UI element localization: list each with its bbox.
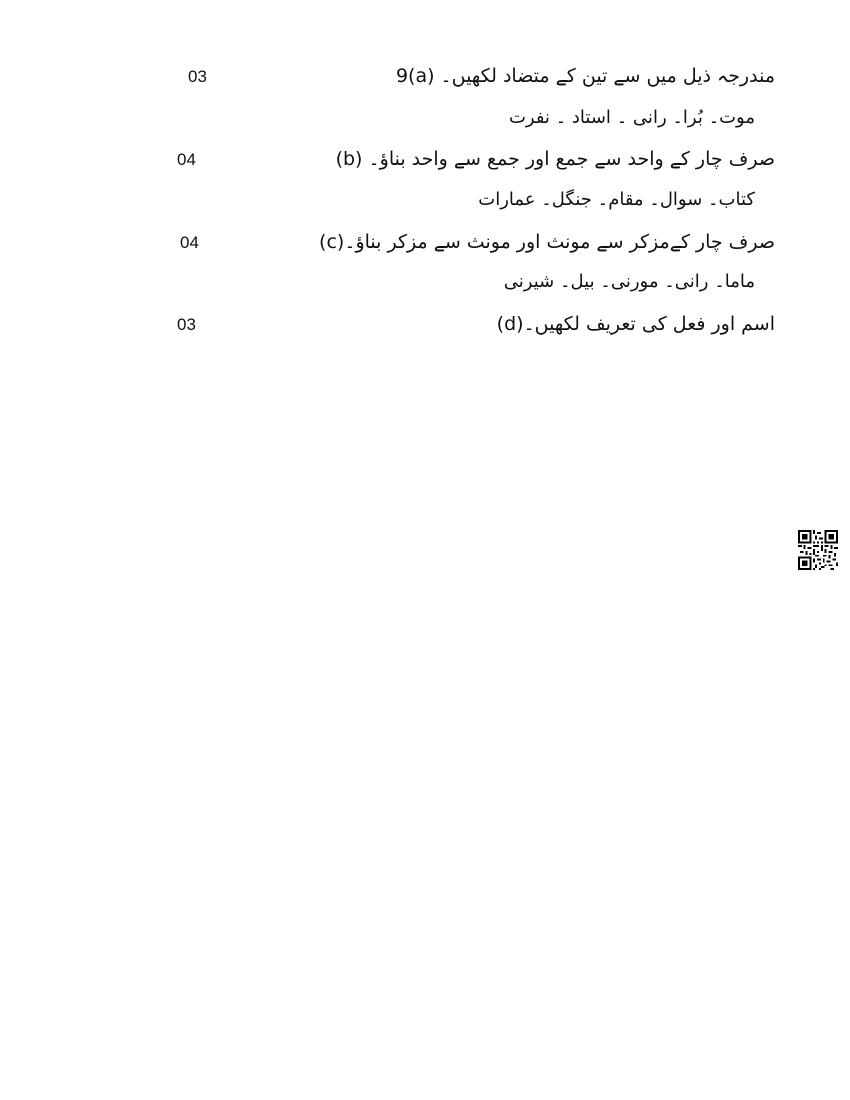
question-9a-words: موت۔ بُرا۔ رانی ۔ استاد ۔ نفرت — [508, 107, 755, 128]
qr-code-icon — [798, 530, 838, 570]
question-9b-words: کتاب۔ سوال۔ مقام۔ جنگل۔ عمارات — [478, 189, 755, 210]
question-9b-marks: 04 — [177, 150, 196, 169]
qr-code-modules — [798, 530, 838, 570]
question-9c-words: ماما۔ رانی۔ مورنی۔ بیل۔ شیرنی — [503, 271, 755, 292]
question-9b-text: (b) صرف چار کے واحد سے جمع اور جمع سے واحد بناؤ۔ — [335, 148, 775, 170]
question-9c-text: (c)صرف چار کےمزکر سے مونث اور مونث سے مزکر بناؤ۔ — [319, 231, 775, 253]
question-9d-text: (d)اسم اور فعل کی تعریف لکھیں۔ — [496, 313, 775, 335]
question-9a-marks: 03 — [188, 67, 207, 86]
question-9d-marks: 03 — [177, 315, 196, 334]
question-9a-text: 9(a) مندرجہ ذیل میں سے تین کے متضاد لکھیں۔ — [395, 65, 775, 87]
question-9c-marks: 04 — [180, 233, 199, 252]
